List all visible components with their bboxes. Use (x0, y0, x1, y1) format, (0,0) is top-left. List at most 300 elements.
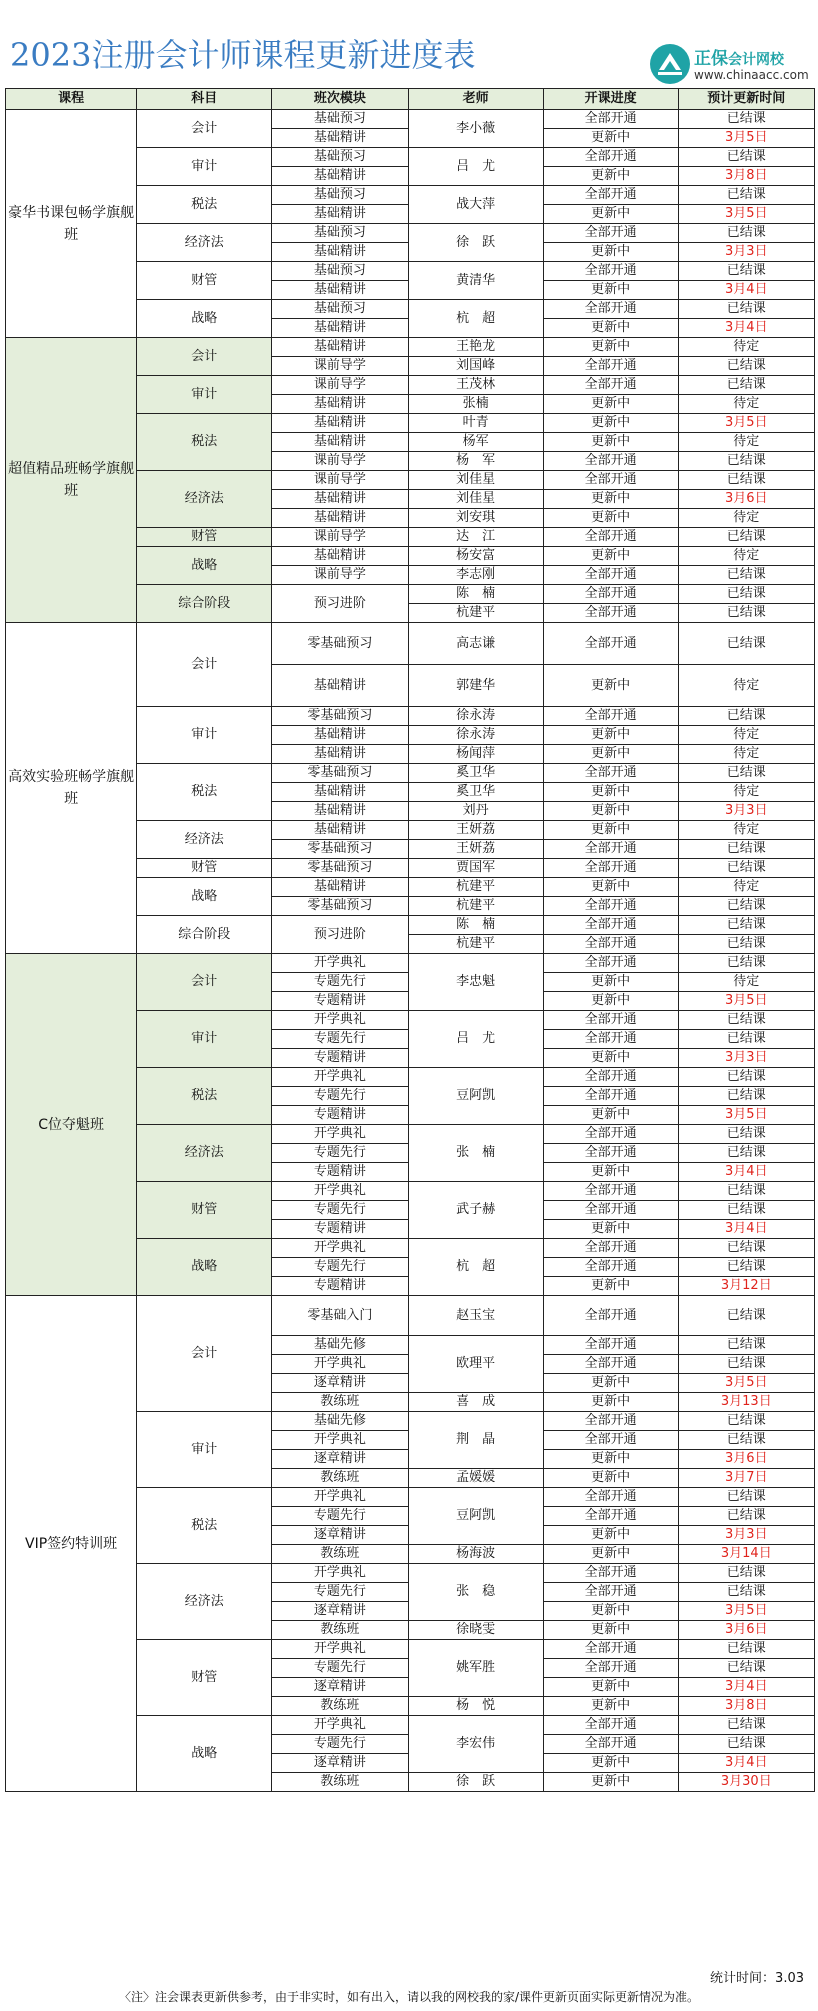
progress-cell: 全部开通 (543, 148, 678, 167)
module-cell: 预习进阶 (272, 916, 408, 954)
progress-cell: 全部开通 (543, 707, 678, 726)
update-time-cell: 已结课 (678, 1412, 814, 1431)
progress-cell: 更新中 (543, 1277, 678, 1296)
subject-cell: 审计 (137, 1412, 272, 1488)
table-header-row (6, 89, 815, 110)
subject-cell: 经济法 (137, 224, 272, 262)
update-time-cell: 待定 (678, 821, 814, 840)
module-cell: 专题先行 (272, 1507, 408, 1526)
module-cell: 逐章精讲 (272, 1678, 408, 1697)
module-cell: 基础预习 (272, 262, 408, 281)
subject-cell: 财管 (137, 1182, 272, 1239)
teacher-cell: 王妍荔 (408, 821, 543, 840)
logo-icon (650, 44, 690, 84)
progress-cell: 全部开通 (543, 471, 678, 490)
module-cell: 逐章精讲 (272, 1374, 408, 1393)
header-update-time: 预计更新时间 (678, 89, 814, 110)
course-tier-cell: 豪华书课包畅学旗舰班 (6, 110, 137, 338)
header-subject: 科目 (137, 89, 272, 110)
module-cell: 教练班 (272, 1773, 408, 1792)
table-row (6, 1296, 815, 1336)
teacher-cell: 豆阿凯 (408, 1488, 543, 1545)
header-module: 班次模块 (272, 89, 408, 110)
progress-cell: 全部开通 (543, 1239, 678, 1258)
progress-cell: 全部开通 (543, 1030, 678, 1049)
module-cell: 基础精讲 (272, 665, 408, 707)
header-progress: 开课进度 (543, 89, 678, 110)
subject-cell: 财管 (137, 859, 272, 878)
module-cell: 教练班 (272, 1393, 408, 1412)
update-time-cell: 3月5日 (678, 414, 814, 433)
teacher-cell: 张楠 (408, 395, 543, 414)
teacher-cell: 张 楠 (408, 1125, 543, 1182)
teacher-cell: 李忠魁 (408, 954, 543, 1011)
subject-cell: 会计 (137, 110, 272, 148)
teacher-cell: 徐永涛 (408, 726, 543, 745)
module-cell: 基础预习 (272, 148, 408, 167)
update-time-cell: 已结课 (678, 764, 814, 783)
progress-cell: 更新中 (543, 490, 678, 509)
teacher-cell: 李宏伟 (408, 1716, 543, 1773)
module-cell: 教练班 (272, 1469, 408, 1488)
progress-cell: 全部开通 (543, 1583, 678, 1602)
module-cell: 专题先行 (272, 1583, 408, 1602)
subject-cell: 财管 (137, 528, 272, 547)
update-time-cell: 已结课 (678, 1564, 814, 1583)
teacher-cell: 刘佳星 (408, 490, 543, 509)
subject-cell: 审计 (137, 148, 272, 186)
teacher-cell: 高志谦 (408, 623, 543, 665)
update-time-cell: 已结课 (678, 376, 814, 395)
teacher-cell: 武子赫 (408, 1182, 543, 1239)
progress-cell: 更新中 (543, 1106, 678, 1125)
module-cell: 基础精讲 (272, 414, 408, 433)
module-cell: 专题先行 (272, 1144, 408, 1163)
update-time-cell: 3月13日 (678, 1393, 814, 1412)
update-time-cell: 3月6日 (678, 490, 814, 509)
module-cell: 基础精讲 (272, 783, 408, 802)
table-row (6, 623, 815, 665)
module-cell: 基础预习 (272, 300, 408, 319)
update-time-cell: 待定 (678, 338, 814, 357)
module-cell: 专题先行 (272, 1735, 408, 1754)
teacher-cell: 奚卫华 (408, 783, 543, 802)
progress-cell: 更新中 (543, 433, 678, 452)
module-cell: 专题精讲 (272, 1106, 408, 1125)
module-cell: 专题精讲 (272, 1277, 408, 1296)
module-cell: 课前导学 (272, 376, 408, 395)
teacher-cell: 赵玉宝 (408, 1296, 543, 1336)
progress-cell: 更新中 (543, 1374, 678, 1393)
update-time-cell: 已结课 (678, 224, 814, 243)
update-time-cell: 待定 (678, 783, 814, 802)
subject-cell: 财管 (137, 262, 272, 300)
subject-cell: 战略 (137, 547, 272, 585)
progress-cell: 全部开通 (543, 1125, 678, 1144)
table-row (6, 110, 815, 129)
update-time-cell: 已结课 (678, 840, 814, 859)
update-time-cell: 已结课 (678, 585, 814, 604)
progress-cell: 全部开通 (543, 186, 678, 205)
update-time-cell: 3月4日 (678, 1754, 814, 1773)
module-cell: 基础精讲 (272, 433, 408, 452)
progress-cell: 全部开通 (543, 1144, 678, 1163)
progress-cell: 更新中 (543, 167, 678, 186)
module-cell: 开学典礼 (272, 1564, 408, 1583)
teacher-cell: 杨 军 (408, 452, 543, 471)
module-cell: 开学典礼 (272, 1068, 408, 1087)
update-time-cell: 已结课 (678, 1488, 814, 1507)
module-cell: 开学典礼 (272, 1640, 408, 1659)
teacher-cell: 张 稳 (408, 1564, 543, 1621)
module-cell: 开学典礼 (272, 1011, 408, 1030)
teacher-cell: 奚卫华 (408, 764, 543, 783)
update-time-cell: 已结课 (678, 1431, 814, 1450)
teacher-cell: 吕 尤 (408, 148, 543, 186)
update-time-cell: 已结课 (678, 148, 814, 167)
progress-cell: 更新中 (543, 1220, 678, 1239)
module-cell: 课前导学 (272, 471, 408, 490)
subject-cell: 会计 (137, 954, 272, 1011)
progress-cell: 全部开通 (543, 376, 678, 395)
progress-cell: 全部开通 (543, 1258, 678, 1277)
module-cell: 零基础预习 (272, 707, 408, 726)
subject-cell: 税法 (137, 414, 272, 471)
progress-cell: 全部开通 (543, 1068, 678, 1087)
progress-cell: 更新中 (543, 1393, 678, 1412)
progress-cell: 更新中 (543, 338, 678, 357)
module-cell: 专题精讲 (272, 1163, 408, 1182)
module-cell: 预习进阶 (272, 585, 408, 623)
module-cell: 专题先行 (272, 1258, 408, 1277)
module-cell: 专题先行 (272, 1201, 408, 1220)
update-time-cell: 3月3日 (678, 243, 814, 262)
progress-cell: 更新中 (543, 205, 678, 224)
update-time-cell: 3月5日 (678, 1602, 814, 1621)
progress-cell: 更新中 (543, 802, 678, 821)
teacher-cell: 欧理平 (408, 1336, 543, 1393)
progress-cell: 更新中 (543, 1526, 678, 1545)
page-title: 2023注册会计师课程更新进度表 (10, 36, 476, 74)
progress-cell: 更新中 (543, 1049, 678, 1068)
progress-cell: 更新中 (543, 1602, 678, 1621)
update-time-cell: 已结课 (678, 623, 814, 665)
progress-cell: 更新中 (543, 1163, 678, 1182)
progress-cell: 全部开通 (543, 954, 678, 973)
subject-cell: 经济法 (137, 1125, 272, 1182)
teacher-cell: 刘安琪 (408, 509, 543, 528)
module-cell: 基础精讲 (272, 878, 408, 897)
footnote: 〈注〉注会课表更新供参考，由于非实时，如有出入，请以我的网校我的家/课件更新页面实际更新情况为准。 (118, 1990, 700, 2004)
progress-cell: 全部开通 (543, 840, 678, 859)
subject-cell: 战略 (137, 878, 272, 916)
subject-cell: 战略 (137, 1239, 272, 1296)
update-time-cell: 待定 (678, 745, 814, 764)
table-row (6, 954, 815, 973)
progress-cell: 全部开通 (543, 935, 678, 954)
teacher-cell: 杨海波 (408, 1545, 543, 1564)
update-time-cell: 已结课 (678, 935, 814, 954)
course-tier-cell: VIP签约特训班 (6, 1296, 137, 1792)
logo-url: www.chinaacc.com (694, 68, 809, 82)
teacher-cell: 杨安富 (408, 547, 543, 566)
table-row (6, 338, 815, 357)
module-cell: 基础精讲 (272, 319, 408, 338)
update-time-cell: 3月4日 (678, 1678, 814, 1697)
progress-cell: 更新中 (543, 665, 678, 707)
update-time-cell: 3月5日 (678, 1374, 814, 1393)
subject-cell: 经济法 (137, 1564, 272, 1640)
teacher-cell: 刘丹 (408, 802, 543, 821)
progress-cell: 全部开通 (543, 1564, 678, 1583)
teacher-cell: 杭 超 (408, 300, 543, 338)
update-time-cell: 已结课 (678, 262, 814, 281)
progress-cell: 更新中 (543, 1754, 678, 1773)
progress-cell: 全部开通 (543, 300, 678, 319)
subject-cell: 税法 (137, 1488, 272, 1564)
progress-cell: 全部开通 (543, 1640, 678, 1659)
update-time-cell: 3月5日 (678, 205, 814, 224)
update-time-cell: 已结课 (678, 897, 814, 916)
progress-cell: 全部开通 (543, 1735, 678, 1754)
teacher-cell: 王茂林 (408, 376, 543, 395)
subject-cell: 会计 (137, 1296, 272, 1412)
teacher-cell: 陈 楠 (408, 585, 543, 604)
subject-cell: 税法 (137, 1068, 272, 1125)
table-body (6, 110, 815, 1792)
progress-cell: 全部开通 (543, 566, 678, 585)
progress-cell: 全部开通 (543, 897, 678, 916)
update-time-cell: 已结课 (678, 604, 814, 623)
update-time-cell: 待定 (678, 726, 814, 745)
update-time-cell: 已结课 (678, 1336, 814, 1355)
module-cell: 基础精讲 (272, 821, 408, 840)
teacher-cell: 郭建华 (408, 665, 543, 707)
module-cell: 开学典礼 (272, 1355, 408, 1374)
update-time-cell: 3月3日 (678, 1526, 814, 1545)
module-cell: 课前导学 (272, 566, 408, 585)
update-time-cell: 已结课 (678, 1735, 814, 1754)
progress-cell: 全部开通 (543, 1336, 678, 1355)
progress-cell: 更新中 (543, 243, 678, 262)
module-cell: 基础先修 (272, 1412, 408, 1431)
progress-cell: 全部开通 (543, 357, 678, 376)
module-cell: 专题先行 (272, 1030, 408, 1049)
update-time-cell: 已结课 (678, 300, 814, 319)
subject-cell: 财管 (137, 1640, 272, 1716)
module-cell: 课前导学 (272, 357, 408, 376)
module-cell: 开学典礼 (272, 954, 408, 973)
stat-time: 统计时间：3.03 (710, 1971, 804, 1986)
module-cell: 基础先修 (272, 1336, 408, 1355)
module-cell: 课前导学 (272, 528, 408, 547)
progress-cell: 全部开通 (543, 262, 678, 281)
module-cell: 逐章精讲 (272, 1450, 408, 1469)
header-course: 课程 (6, 89, 137, 110)
module-cell: 基础精讲 (272, 726, 408, 745)
module-cell: 基础精讲 (272, 129, 408, 148)
progress-cell: 全部开通 (543, 916, 678, 935)
teacher-cell: 吕 尤 (408, 1011, 543, 1068)
progress-cell: 全部开通 (543, 623, 678, 665)
teacher-cell: 刘佳星 (408, 471, 543, 490)
update-time-cell: 已结课 (678, 110, 814, 129)
update-time-cell: 已结课 (678, 1716, 814, 1735)
teacher-cell: 达 江 (408, 528, 543, 547)
update-time-cell: 已结课 (678, 1182, 814, 1201)
teacher-cell: 叶青 (408, 414, 543, 433)
teacher-cell: 杨闻萍 (408, 745, 543, 764)
progress-cell: 全部开通 (543, 859, 678, 878)
module-cell: 教练班 (272, 1697, 408, 1716)
progress-cell: 全部开通 (543, 585, 678, 604)
update-time-cell: 已结课 (678, 566, 814, 585)
teacher-cell: 李小薇 (408, 110, 543, 148)
module-cell: 基础精讲 (272, 745, 408, 764)
subject-cell: 税法 (137, 186, 272, 224)
progress-cell: 全部开通 (543, 1182, 678, 1201)
progress-cell: 更新中 (543, 821, 678, 840)
progress-cell: 更新中 (543, 1545, 678, 1564)
subject-cell: 会计 (137, 338, 272, 376)
subject-cell: 综合阶段 (137, 585, 272, 623)
teacher-cell: 徐晓雯 (408, 1621, 543, 1640)
subject-cell: 经济法 (137, 821, 272, 859)
teacher-cell: 孟媛媛 (408, 1469, 543, 1488)
module-cell: 基础精讲 (272, 167, 408, 186)
update-time-cell: 3月14日 (678, 1545, 814, 1564)
module-cell: 教练班 (272, 1621, 408, 1640)
update-time-cell: 已结课 (678, 528, 814, 547)
progress-cell: 更新中 (543, 745, 678, 764)
subject-cell: 经济法 (137, 471, 272, 528)
update-time-cell: 已结课 (678, 707, 814, 726)
header-teacher: 老师 (408, 89, 543, 110)
brand-logo (650, 38, 809, 90)
module-cell: 基础预习 (272, 110, 408, 129)
subject-cell: 战略 (137, 1716, 272, 1792)
progress-cell: 更新中 (543, 1621, 678, 1640)
module-cell: 逐章精讲 (272, 1526, 408, 1545)
update-time-cell: 已结课 (678, 1011, 814, 1030)
module-cell: 基础精讲 (272, 395, 408, 414)
progress-cell: 全部开通 (543, 528, 678, 547)
update-time-cell: 已结课 (678, 1296, 814, 1336)
update-time-cell: 待定 (678, 878, 814, 897)
update-time-cell: 已结课 (678, 357, 814, 376)
module-cell: 开学典礼 (272, 1182, 408, 1201)
module-cell: 基础精讲 (272, 547, 408, 566)
progress-cell: 全部开通 (543, 1087, 678, 1106)
update-time-cell: 待定 (678, 433, 814, 452)
update-time-cell: 待定 (678, 395, 814, 414)
progress-cell: 更新中 (543, 1450, 678, 1469)
module-cell: 专题先行 (272, 973, 408, 992)
progress-cell: 更新中 (543, 547, 678, 566)
subject-cell: 综合阶段 (137, 916, 272, 954)
module-cell: 专题精讲 (272, 992, 408, 1011)
update-time-cell: 3月4日 (678, 319, 814, 338)
module-cell: 逐章精讲 (272, 1602, 408, 1621)
module-cell: 专题精讲 (272, 1220, 408, 1239)
progress-cell: 全部开通 (543, 1412, 678, 1431)
subject-cell: 审计 (137, 376, 272, 414)
update-time-cell: 已结课 (678, 859, 814, 878)
update-time-cell: 3月6日 (678, 1621, 814, 1640)
update-time-cell: 3月7日 (678, 1469, 814, 1488)
teacher-cell: 杭建平 (408, 897, 543, 916)
teacher-cell: 王艳龙 (408, 338, 543, 357)
update-time-cell: 3月3日 (678, 1049, 814, 1068)
teacher-cell: 陈 楠 (408, 916, 543, 935)
progress-cell: 更新中 (543, 509, 678, 528)
update-time-cell: 已结课 (678, 1068, 814, 1087)
progress-cell: 全部开通 (543, 1011, 678, 1030)
progress-cell: 更新中 (543, 973, 678, 992)
module-cell: 专题先行 (272, 1087, 408, 1106)
progress-cell: 更新中 (543, 1469, 678, 1488)
progress-cell: 更新中 (543, 281, 678, 300)
update-time-cell: 3月5日 (678, 992, 814, 1011)
update-time-cell: 已结课 (678, 452, 814, 471)
course-tier-cell: 超值精品班畅学旗舰班 (6, 338, 137, 623)
module-cell: 专题精讲 (272, 1049, 408, 1068)
subject-cell: 税法 (137, 764, 272, 821)
update-time-cell: 待定 (678, 973, 814, 992)
update-time-cell: 已结课 (678, 1507, 814, 1526)
module-cell: 基础精讲 (272, 281, 408, 300)
progress-cell: 更新中 (543, 395, 678, 414)
module-cell: 基础精讲 (272, 509, 408, 528)
module-cell: 基础预习 (272, 186, 408, 205)
module-cell: 开学典礼 (272, 1431, 408, 1450)
progress-cell: 更新中 (543, 992, 678, 1011)
update-time-cell: 3月5日 (678, 129, 814, 148)
course-tier-cell: C位夺魁班 (6, 954, 137, 1296)
teacher-cell: 黄清华 (408, 262, 543, 300)
module-cell: 专题先行 (272, 1659, 408, 1678)
subject-cell: 会计 (137, 623, 272, 707)
progress-cell: 更新中 (543, 319, 678, 338)
progress-cell: 更新中 (543, 1773, 678, 1792)
progress-cell: 更新中 (543, 783, 678, 802)
module-cell: 基础精讲 (272, 243, 408, 262)
teacher-cell: 徐 跃 (408, 224, 543, 262)
teacher-cell: 战大萍 (408, 186, 543, 224)
progress-cell: 全部开通 (543, 1716, 678, 1735)
update-time-cell: 已结课 (678, 1144, 814, 1163)
module-cell: 基础精讲 (272, 338, 408, 357)
update-time-cell: 已结课 (678, 1640, 814, 1659)
update-time-cell: 已结课 (678, 1355, 814, 1374)
update-time-cell: 已结课 (678, 1201, 814, 1220)
update-time-cell: 已结课 (678, 1030, 814, 1049)
logo-name: 正保会计网校 (694, 49, 784, 69)
teacher-cell: 杭建平 (408, 604, 543, 623)
update-time-cell: 3月30日 (678, 1773, 814, 1792)
subject-cell: 审计 (137, 1011, 272, 1068)
teacher-cell: 喜 成 (408, 1393, 543, 1412)
module-cell: 零基础入门 (272, 1296, 408, 1336)
update-time-cell: 3月4日 (678, 1220, 814, 1239)
teacher-cell: 荆 晶 (408, 1412, 543, 1469)
update-time-cell: 已结课 (678, 1583, 814, 1602)
update-time-cell: 已结课 (678, 1239, 814, 1258)
progress-cell: 更新中 (543, 1678, 678, 1697)
progress-table (5, 88, 815, 1792)
module-cell: 零基础预习 (272, 840, 408, 859)
teacher-cell: 徐永涛 (408, 707, 543, 726)
